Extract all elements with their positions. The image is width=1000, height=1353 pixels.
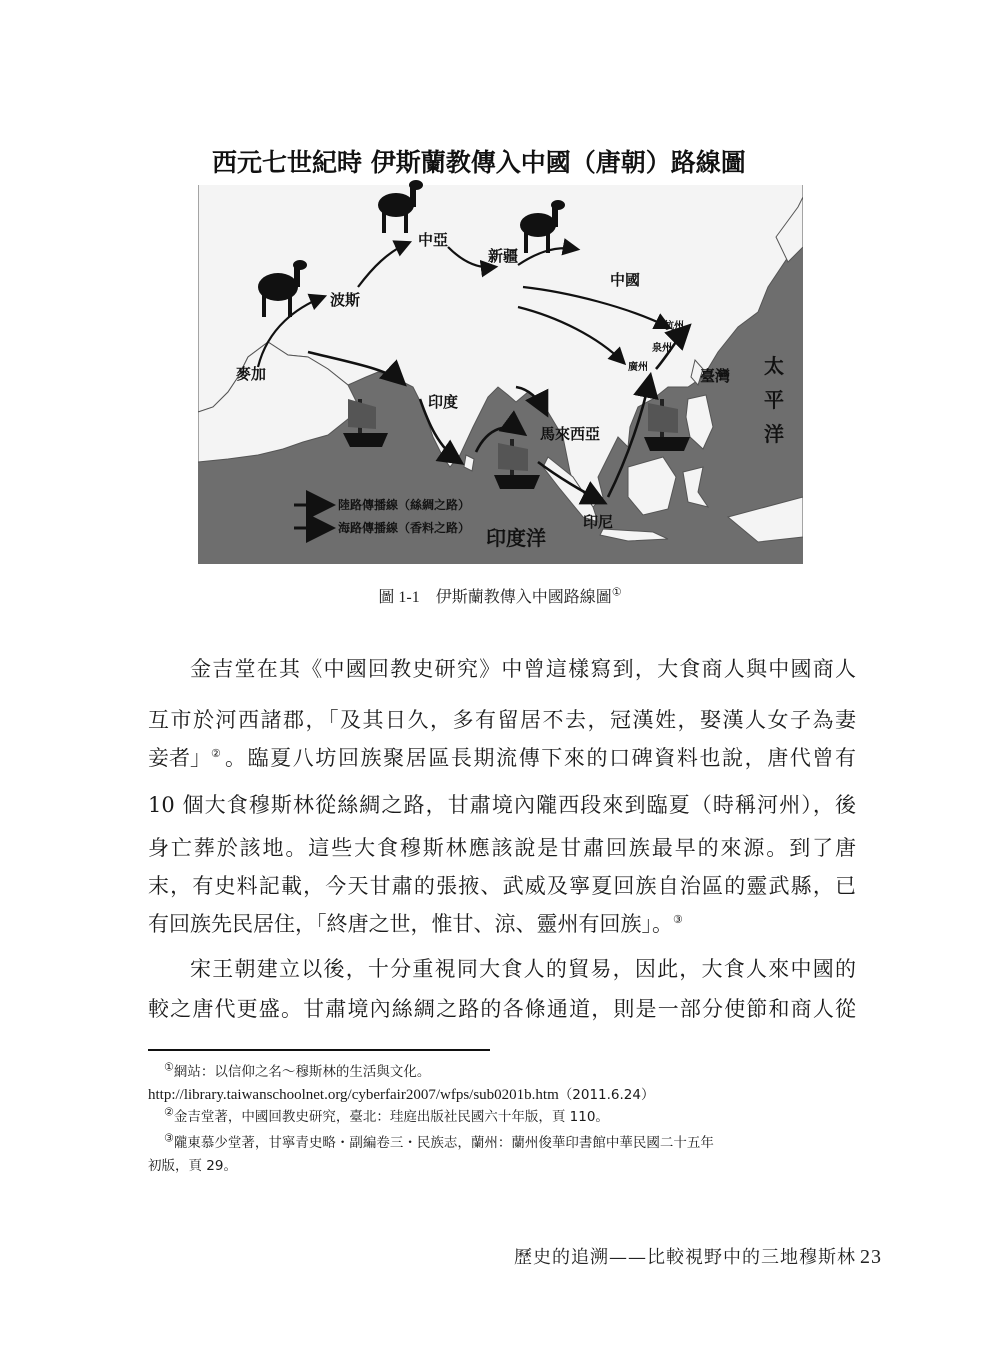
footnote-1-text: 網站：以信仰之名～穆斯林的生活與文化。 [173,1064,431,1080]
figure-caption [0,584,1000,607]
land-borneo [628,457,676,515]
body-line-4: 10 個大食穆斯林從絲綢之路，甘肅境內隴西段來到臨夏（時稱河州），後 [148,793,856,817]
route-map-figure [198,137,803,564]
label-pacific-1: 太 [764,354,784,378]
label-indonesia: 印尼 [583,513,614,531]
footnote-2-text: 金吉堂著，中國回教史研究，臺北：珪庭出版社民國六十年版，頁 110。 [173,1109,609,1125]
running-title: 歷史的追溯——比較視野中的三地穆斯林 [514,1247,856,1268]
body-line-3: 。臨夏八坊回族聚居區長期流傳下來的口碑資料也說，唐代曾有 [225,746,856,770]
label-quanzhou: 泉州 [652,343,672,354]
body-line-6: 末，有史料記載，今天甘肅的張掖、武威及寧夏回族自治區的靈武縣，已 [148,874,856,898]
footnote-divider [148,1049,490,1051]
footnote-1-mark: ① [164,1060,174,1074]
footnote-ref-1: ① [611,585,622,599]
body-line-3a [148,744,221,772]
label-china: 中國 [610,271,641,289]
figure-caption-text: 伊斯蘭教傳入中國路線圖 [435,587,612,606]
body-line-1: 金吉堂在其《中國回教史研究》中曾這樣寫到，大食商人與中國商人 [190,657,856,681]
label-pacific-2: 平 [764,388,784,412]
footnote-1 [164,1062,874,1082]
label-taiwan: 臺灣 [700,367,731,385]
footnote-1-link-line [148,1085,858,1105]
label-guangzhou: 廣州 [628,362,648,373]
body-line-7 [148,910,856,938]
body-line-2: 互市於河西諸郡，「及其日久，多有留居不去，冠漢姓，娶漢人女子為妻 [148,708,856,732]
label-malaysia: 馬來西亞 [540,425,601,443]
body-line-3-start: 妾者」 [148,746,211,770]
body-line-7-text: 有回族先民居住，「終唐之世，惟甘、涼、靈州有回族」。 [148,912,673,936]
label-central-asia: 中亞 [418,231,449,249]
legend-land: 陸路傳播線（絲綢之路） [338,498,471,512]
footnote-3 [164,1133,874,1153]
footnote-3-cont: 初版，頁 29。 [148,1158,237,1174]
body-line-8: 宋王朝建立以後，十分重視同大食人的貿易，因此，大食人來中國的 [190,957,856,981]
footnote-3-mark: ③ [164,1131,174,1145]
footnote-ref-2: ② [211,747,221,760]
label-persia: 波斯 [330,291,361,309]
body-line-9: 較之唐代更盛。甘肅境內絲綢之路的各條通道，則是一部分使節和商人從 [148,997,856,1021]
label-xinjiang: 新疆 [488,247,519,265]
label-hangzhou: 杭州 [664,321,684,332]
map-title: 西元七世紀時 伊斯蘭教傳入中國（唐朝）路線圖 [212,148,746,177]
legend-sea: 海路傳播線（香料之路） [338,521,471,535]
footnote-ref-3: ③ [673,913,683,926]
label-indian-ocean: 印度洋 [486,526,546,550]
footnote-3-text: 隴東慕少堂著，甘寧青史略・副編卷三・民族志，蘭州：蘭州俊華印書館中華民國二十五年 [173,1135,714,1151]
body-line-5: 身亡葬於該地。這些大食穆斯林應該說是甘肅回族最早的來源。到了唐 [148,836,856,860]
label-india: 印度 [428,393,459,411]
footnote-1-date: （2011.6.24） [558,1087,655,1103]
route-map [198,137,803,564]
label-mecca: 麥加 [236,365,267,383]
running-footer [514,1243,882,1269]
footnote-2-mark: ② [164,1105,174,1119]
page-number: 23 [860,1246,882,1268]
label-pacific-3: 洋 [764,422,784,446]
footnote-2 [164,1107,874,1127]
figure-number: 圖 1-1 [378,589,420,606]
footnote-1-url[interactable]: http://library.taiwanschoolnet.org/cyberfair2007/wfps/sub0201b.htm [148,1087,559,1103]
